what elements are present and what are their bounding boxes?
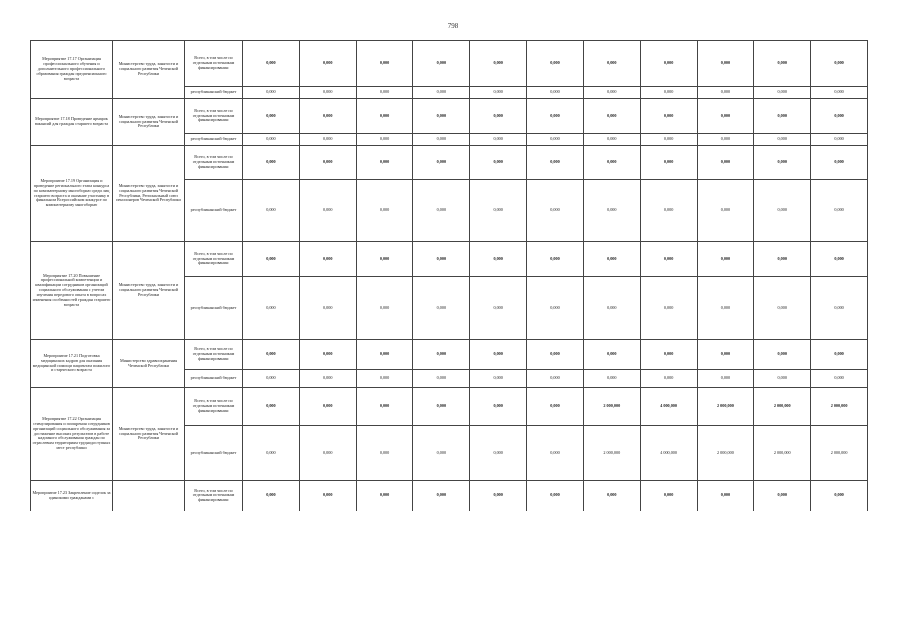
republic-value-cell: 0,000	[527, 277, 584, 340]
total-value-cell: 0,000	[527, 388, 584, 426]
total-value-cell: 0,000	[356, 99, 413, 134]
republic-value-cell: 0,000	[470, 87, 527, 99]
republic-value-cell: 0,000	[243, 87, 300, 99]
total-value-cell: 0,000	[299, 146, 356, 180]
republic-value-cell: 0,000	[299, 277, 356, 340]
republic-value-cell: 0,000	[356, 134, 413, 146]
total-value-cell: 0,000	[583, 41, 640, 87]
total-value-cell: 0,000	[356, 388, 413, 426]
republic-value-cell: 0,000	[527, 87, 584, 99]
total-value-cell: 0,000	[470, 242, 527, 277]
total-value-cell: 0,000	[527, 481, 584, 511]
table-row	[31, 481, 868, 511]
total-value-cell: 0,000	[697, 146, 754, 180]
event-name-cell: Мероприятие 17.19 Организация и проведение регионального этапа конкурса по компьютерному многоборью среди лиц старшего возраста и оказание участнику в финальном Всероссийском конкурсе по компьютерному многоборью	[31, 146, 113, 242]
total-value-cell: 0,000	[697, 481, 754, 511]
republic-value-cell: 0,000	[754, 134, 811, 146]
total-value-cell: 0,000	[243, 99, 300, 134]
source-total-cell: Всего, в том числе по отдельным источникам финансирования:	[185, 146, 243, 180]
republic-value-cell: 0,000	[583, 370, 640, 388]
total-value-cell: 4 000,000	[640, 388, 697, 426]
total-value-cell: 0,000	[470, 99, 527, 134]
event-name-cell: Мероприятие 17.21 Подготовка медицинских кадров для оказания медицинской помощи пациентам пожилого и старческого возраста	[31, 340, 113, 388]
total-value-cell: 0,000	[243, 41, 300, 87]
republic-value-cell: 0,000	[583, 87, 640, 99]
source-total-cell: Всего, в том числе по отдельным источникам финансирования:	[185, 481, 243, 511]
executor-cell: Министерство труда, занятости и социального развития Чеченской Республики	[113, 388, 185, 481]
republic-value-cell: 0,000	[811, 134, 868, 146]
financing-table	[30, 40, 868, 511]
republic-value-cell: 0,000	[640, 277, 697, 340]
republic-value-cell: 0,000	[811, 370, 868, 388]
republic-value-cell: 0,000	[697, 277, 754, 340]
republic-value-cell: 0,000	[470, 277, 527, 340]
republic-value-cell: 0,000	[299, 180, 356, 242]
total-value-cell: 0,000	[413, 146, 470, 180]
republic-value-cell: 0,000	[583, 277, 640, 340]
total-value-cell: 0,000	[640, 146, 697, 180]
republic-value-cell: 0,000	[356, 426, 413, 481]
source-republic-cell: республиканский бюджет	[185, 180, 243, 242]
table-row	[31, 242, 868, 277]
total-value-cell: 0,000	[640, 481, 697, 511]
republic-value-cell: 0,000	[299, 370, 356, 388]
total-value-cell: 0,000	[640, 99, 697, 134]
event-name-cell: Мероприятие 17.18 Проведение ярмарок вакансий для граждан старшего возраста	[31, 99, 113, 146]
republic-value-cell: 0,000	[754, 180, 811, 242]
total-value-cell: 0,000	[754, 481, 811, 511]
table-row	[31, 340, 868, 370]
executor-cell: Министерство труда, занятости и социального развития Чеченской Республики	[113, 99, 185, 146]
source-total-cell: Всего, в том числе по отдельным источникам финансирования:	[185, 340, 243, 370]
republic-value-cell: 0,000	[811, 277, 868, 340]
event-name-cell: Мероприятие 17.23 Закрепление сиделок за одинокими гражданами с	[31, 481, 113, 511]
total-value-cell: 0,000	[527, 41, 584, 87]
source-republic-cell: республиканский бюджет	[185, 426, 243, 481]
republic-value-cell: 0,000	[413, 87, 470, 99]
total-value-cell: 0,000	[811, 99, 868, 134]
total-value-cell: 0,000	[299, 41, 356, 87]
total-value-cell: 2 000,000	[697, 388, 754, 426]
table-body	[31, 41, 868, 511]
republic-value-cell: 0,000	[413, 370, 470, 388]
republic-value-cell: 0,000	[470, 134, 527, 146]
source-total-cell: Всего, в том числе по отдельным источникам финансирования:	[185, 388, 243, 426]
total-value-cell: 0,000	[811, 41, 868, 87]
total-value-cell: 0,000	[413, 41, 470, 87]
total-value-cell: 0,000	[413, 99, 470, 134]
republic-value-cell: 2 000,000	[754, 426, 811, 481]
republic-value-cell: 0,000	[697, 180, 754, 242]
total-value-cell: 0,000	[811, 481, 868, 511]
total-value-cell: 0,000	[356, 340, 413, 370]
republic-value-cell: 0,000	[413, 134, 470, 146]
total-value-cell: 0,000	[583, 340, 640, 370]
republic-value-cell: 0,000	[413, 277, 470, 340]
republic-value-cell: 0,000	[243, 134, 300, 146]
republic-value-cell: 0,000	[470, 180, 527, 242]
republic-value-cell: 0,000	[583, 180, 640, 242]
republic-value-cell: 4 000,000	[640, 426, 697, 481]
total-value-cell: 0,000	[470, 340, 527, 370]
table-row	[31, 99, 868, 134]
republic-value-cell: 0,000	[527, 134, 584, 146]
total-value-cell: 0,000	[811, 242, 868, 277]
total-value-cell: 0,000	[754, 41, 811, 87]
event-name-cell: Мероприятие 17.17 Организация профессионального обучения и дополнительного профессионального образования граждан предпенсионного возраста	[31, 41, 113, 99]
executor-cell: Министерство труда, занятости и социального развития Чеченской Республики	[113, 242, 185, 340]
republic-value-cell: 0,000	[243, 277, 300, 340]
republic-value-cell: 0,000	[811, 87, 868, 99]
republic-value-cell: 0,000	[697, 370, 754, 388]
republic-value-cell: 2 000,000	[583, 426, 640, 481]
table-row	[31, 146, 868, 180]
republic-value-cell: 0,000	[527, 426, 584, 481]
total-value-cell: 0,000	[697, 41, 754, 87]
total-value-cell: 0,000	[243, 146, 300, 180]
page-number: 798	[447, 22, 459, 30]
total-value-cell: 2 000,000	[811, 388, 868, 426]
total-value-cell: 0,000	[640, 41, 697, 87]
republic-value-cell: 0,000	[243, 180, 300, 242]
republic-value-cell: 0,000	[356, 87, 413, 99]
total-value-cell: 0,000	[640, 340, 697, 370]
total-value-cell: 0,000	[470, 146, 527, 180]
total-value-cell: 0,000	[754, 99, 811, 134]
total-value-cell: 0,000	[754, 340, 811, 370]
total-value-cell: 0,000	[527, 146, 584, 180]
total-value-cell: 0,000	[413, 388, 470, 426]
republic-value-cell: 0,000	[754, 277, 811, 340]
republic-value-cell: 0,000	[640, 180, 697, 242]
source-republic-cell: республиканский бюджет	[185, 134, 243, 146]
republic-value-cell: 0,000	[413, 426, 470, 481]
republic-value-cell: 0,000	[640, 370, 697, 388]
executor-cell	[113, 481, 185, 511]
republic-value-cell: 0,000	[811, 180, 868, 242]
republic-value-cell: 0,000	[527, 370, 584, 388]
source-total-cell: Всего, в том числе по отдельным источникам финансирования:	[185, 242, 243, 277]
total-value-cell: 0,000	[299, 242, 356, 277]
republic-value-cell: 0,000	[356, 180, 413, 242]
republic-value-cell: 0,000	[697, 134, 754, 146]
total-value-cell: 0,000	[356, 481, 413, 511]
total-value-cell: 0,000	[356, 242, 413, 277]
republic-value-cell: 0,000	[299, 87, 356, 99]
table-row	[31, 41, 868, 87]
executor-cell: Министерство труда, занятости и социального развития Чеченской Республики	[113, 41, 185, 99]
total-value-cell: 0,000	[413, 242, 470, 277]
total-value-cell: 0,000	[527, 242, 584, 277]
executor-cell: Министерство здравоохранения Чеченской Республики	[113, 340, 185, 388]
total-value-cell: 0,000	[754, 146, 811, 180]
republic-value-cell: 0,000	[697, 87, 754, 99]
total-value-cell: 0,000	[470, 481, 527, 511]
republic-value-cell: 2 000,000	[697, 426, 754, 481]
republic-value-cell: 0,000	[470, 370, 527, 388]
total-value-cell: 0,000	[754, 242, 811, 277]
total-value-cell: 0,000	[413, 340, 470, 370]
source-republic-cell: республиканский бюджет	[185, 87, 243, 99]
total-value-cell: 0,000	[640, 242, 697, 277]
source-total-cell: Всего, в том числе по отдельным источникам финансирования:	[185, 41, 243, 87]
executor-cell: Министерство труда, занятости и социального развития Чеченской Республики, Региональный союз пенсионеров Чеченской Республики	[113, 146, 185, 242]
event-name-cell: Мероприятие 17.22 Организация стимулирования и поощрения сотрудников организаций социального обслуживания за достижение высоких результатов в работе надомного обслуживания граждан по отраслевым территориям труднодоступных мест республики	[31, 388, 113, 481]
total-value-cell: 0,000	[470, 388, 527, 426]
source-republic-cell: республиканский бюджет	[185, 277, 243, 340]
total-value-cell: 0,000	[470, 41, 527, 87]
total-value-cell: 0,000	[583, 242, 640, 277]
total-value-cell: 0,000	[413, 481, 470, 511]
total-value-cell: 0,000	[583, 99, 640, 134]
republic-value-cell: 0,000	[527, 180, 584, 242]
republic-value-cell: 0,000	[356, 370, 413, 388]
total-value-cell: 0,000	[527, 340, 584, 370]
total-value-cell: 2 000,000	[754, 388, 811, 426]
total-value-cell: 2 000,000	[583, 388, 640, 426]
republic-value-cell: 0,000	[583, 134, 640, 146]
total-value-cell: 0,000	[583, 481, 640, 511]
total-value-cell: 0,000	[527, 99, 584, 134]
source-republic-cell: республиканский бюджет	[185, 370, 243, 388]
republic-value-cell: 0,000	[299, 134, 356, 146]
total-value-cell: 0,000	[299, 388, 356, 426]
total-value-cell: 0,000	[299, 340, 356, 370]
total-value-cell: 0,000	[243, 242, 300, 277]
republic-value-cell: 0,000	[754, 87, 811, 99]
total-value-cell: 0,000	[811, 146, 868, 180]
total-value-cell: 0,000	[356, 41, 413, 87]
total-value-cell: 0,000	[299, 99, 356, 134]
republic-value-cell: 0,000	[470, 426, 527, 481]
republic-value-cell: 0,000	[640, 134, 697, 146]
total-value-cell: 0,000	[697, 340, 754, 370]
republic-value-cell: 0,000	[413, 180, 470, 242]
total-value-cell: 0,000	[697, 242, 754, 277]
total-value-cell: 0,000	[299, 481, 356, 511]
event-name-cell: Мероприятие 17.20 Повышение профессиональной компетенции и квалификации сотрудников организаций социального обслуживания с учетом изучения передового опыта в вопросах изменения особенностей граждан старшего возраста	[31, 242, 113, 340]
total-value-cell: 0,000	[583, 146, 640, 180]
total-value-cell: 0,000	[697, 99, 754, 134]
total-value-cell: 0,000	[356, 146, 413, 180]
republic-value-cell: 0,000	[243, 370, 300, 388]
total-value-cell: 0,000	[243, 481, 300, 511]
total-value-cell: 0,000	[811, 340, 868, 370]
table-row	[31, 388, 868, 426]
republic-value-cell: 0,000	[754, 370, 811, 388]
republic-value-cell: 0,000	[243, 426, 300, 481]
source-total-cell: Всего, в том числе по отдельным источникам финансирования:	[185, 99, 243, 134]
republic-value-cell: 0,000	[356, 277, 413, 340]
total-value-cell: 0,000	[243, 340, 300, 370]
republic-value-cell: 0,000	[299, 426, 356, 481]
republic-value-cell: 2 000,000	[811, 426, 868, 481]
republic-value-cell: 0,000	[640, 87, 697, 99]
total-value-cell: 0,000	[243, 388, 300, 426]
